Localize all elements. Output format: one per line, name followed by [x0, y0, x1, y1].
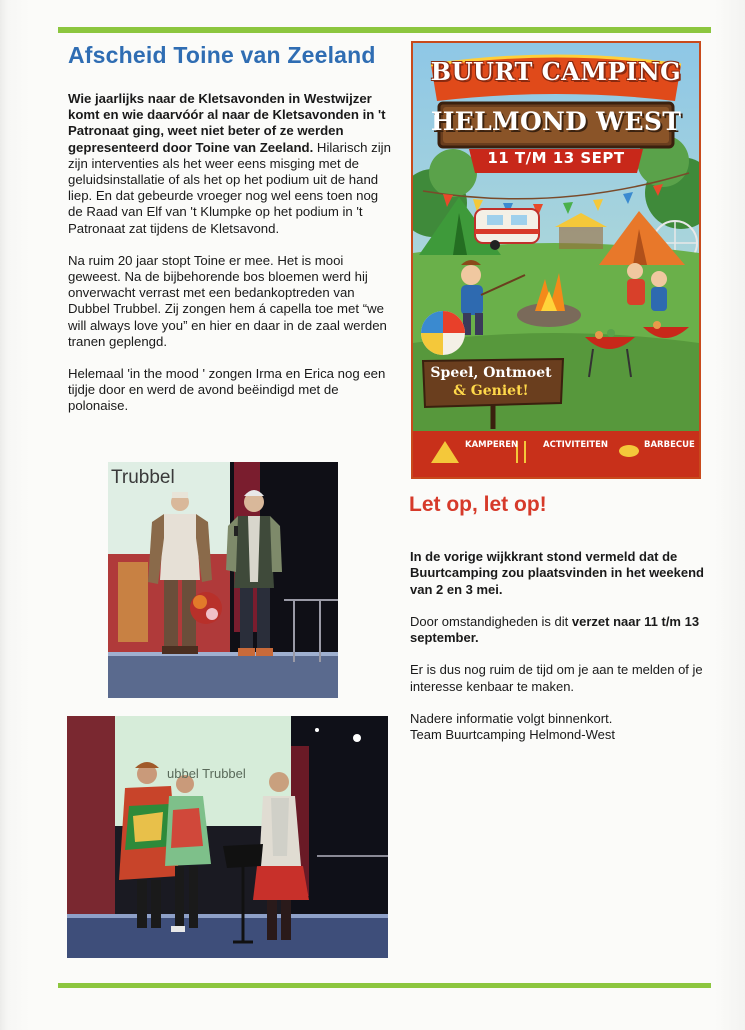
- top-green-rule: [58, 27, 711, 33]
- buurtcamping-poster: [411, 41, 701, 479]
- poster-slogan-line2: & Geniet!: [453, 383, 529, 399]
- intro-bold: Wie jaarlijks naar de Kletsavonden in Westwijzer komt en wie daarvóór al naar de Kletsavonden in 't Patronaat ging, weet niet beter of ze werden gepresenteerd door Toine van Zeeland.: [68, 91, 386, 155]
- notice-p2-start: Door omstandigheden is dit: [410, 613, 572, 629]
- notice-body: [410, 549, 710, 760]
- notice-p2-bold: verzet naar 11 t/m 13 september.: [410, 613, 700, 646]
- bottom-green-rule: [58, 983, 711, 988]
- photo1-screen-text: Trubbel: [111, 467, 175, 488]
- stage-photo-presenters: [108, 462, 338, 698]
- notice-paragraph-4: [410, 711, 710, 744]
- notice-paragraph-3: Er is dus nog ruim de tijd om je aan te melden of je interesse kenbaar te maken.: [410, 662, 703, 694]
- notice-paragraph-1: In de vorige wijkkrant stond vermeld dat de Buurtcamping zou plaatsvinden in het weekend van 2 en 3 mei.: [410, 549, 704, 597]
- notice-paragraph-2: [410, 614, 710, 647]
- notice-p4-line2: Team Buurtcamping Helmond-West: [410, 727, 615, 743]
- poster-footer-activiteiten: ACTIVITEITEN: [543, 440, 609, 450]
- poster-title-buurt-camping: BUURT CAMPING: [430, 57, 682, 86]
- stage-photo-performers: [67, 716, 388, 958]
- poster-slogan-line1: Speel, Ontmoet: [430, 365, 552, 381]
- article-paragraph-3: Helemaal 'in the mood ' zongen Irma en Erica nog een tijdje door en werd de avond beëindigd met de polonaise.: [68, 366, 386, 414]
- photo2-screen-text: ubbel Trubbel: [167, 766, 246, 781]
- article-paragraph-2: Na ruim 20 jaar stopt Toine er mee. Het is mooi geweest. Na de bijbehorende bos bloemen werd hij onverwacht verrast met een bedankoptreden van Dubbel Trubbel. Zij zongen hem á capella toe met “we will always love you” en hier en daar in de zaal werden tranen geplengd.: [68, 252, 387, 349]
- notice-p4-line1: Nadere informatie volgt binnenkort.: [410, 711, 613, 727]
- poster-footer-barbecue: BARBECUE: [644, 440, 695, 450]
- poster-footer-kamperen: KAMPEREN: [465, 440, 519, 450]
- article-intro: [68, 91, 393, 237]
- article-title: Afscheid Toine van Zeeland: [68, 42, 376, 68]
- poster-dates: 11 T/M 13 SEPT: [487, 149, 625, 167]
- notice-title: Let op, let op!: [409, 493, 547, 516]
- article-body: [68, 91, 393, 431]
- intro-rest: Hilarisch zijn zijn interventies als het weer eens misging met de geluidsinstallatie of als het op het podium uit de hand liep. En dat gebeurde vroeger nog wel eens toen nog de Raad van Elf van 't Klumpke op het podium in 't Patronaat zat tijdens de Kletsavond.: [68, 139, 391, 236]
- poster-title-helmond-west: HELMOND WEST: [430, 107, 682, 136]
